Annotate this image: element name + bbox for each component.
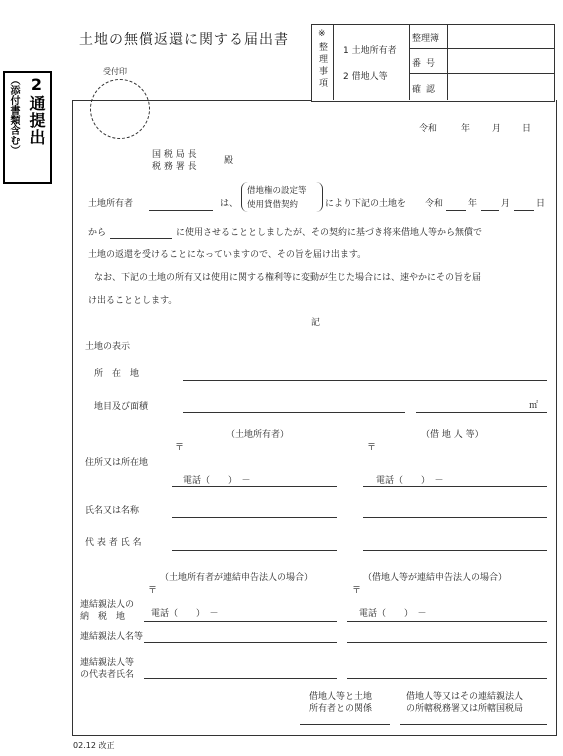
lessee-blank[interactable] [110,238,172,239]
relation-field[interactable] [300,724,390,725]
area-unit: ㎡ [529,401,539,411]
office-label1: 借地人等又はその連結親法人 [406,692,524,702]
area-field[interactable] [416,412,547,413]
consol-lessee-rep-field[interactable] [347,678,547,679]
rep-label: 代 表 者 氏 名 [85,538,142,548]
relation-label1: 借地人等と土地 [309,692,373,702]
consol-tax-label2: 納 税 地 [80,612,126,622]
consol-owner-header: （土地所有者が連結申告法人の場合） [160,573,314,583]
body-month: 月 [501,199,511,209]
body-after-bracket: により下記の土地を [325,199,407,209]
office-label-confirm: 確認 [412,85,441,95]
office-label2: の所轄税務署又は所轄国税局 [406,704,524,714]
lessee-rep-field[interactable] [363,550,547,551]
lessee-name-field[interactable] [363,517,547,518]
side-tab-small: （添付書類含む） [8,75,19,155]
consol-owner-phone: 電話（ ） － [151,609,219,619]
consol-name-label: 連結親法人名等 [80,632,144,642]
bracket-line1: 借地権の設定等 [247,186,307,196]
date-month: 月 [492,124,502,134]
area-label: 地目及び面積 [94,402,149,412]
office-field[interactable] [400,724,547,725]
consol-owner-tax-field[interactable] [144,621,337,622]
addressee-line2: 税 務 署 長 [152,162,197,172]
consol-owner-rep-field[interactable] [144,678,337,679]
side-tab-big: 2通提出 [27,75,46,146]
office-row-lessee: 2 借地人等 [343,72,388,82]
consol-lessee-phone: 電話（ ） － [359,609,427,619]
lessee-phone: 電話（ ） － [376,476,444,486]
form-title: 土地の無償返還に関する届出書 [79,32,289,48]
location-field[interactable] [183,380,547,381]
lessee-postal: 〒 [367,443,377,453]
consol-owner-postal: 〒 [148,586,158,596]
body-p3: なお、下記の土地の所有又は使用に関する権利等に変動が生じた場合には、速やかにその旨を届 [94,273,482,283]
stamp-label: 受付印 [103,67,127,76]
body-day: 日 [536,199,546,209]
office-label-register: 整理簿 [412,34,440,44]
body-era: 令和 [425,199,444,209]
name-label: 氏名又は名称 [85,506,140,516]
body-p4: け出ることとします。 [88,296,178,306]
address-label: 住所又は所在地 [85,458,149,468]
body-ha: は、 [220,199,239,209]
owner-rep-field[interactable] [172,550,337,551]
owner-address-field[interactable] [172,486,337,487]
owner-blank[interactable] [149,210,213,211]
consol-owner-name-field[interactable] [144,642,337,643]
consol-lessee-header: （借地人等が連結申告法人の場合） [363,573,508,583]
consol-lessee-tax-field[interactable] [347,621,547,622]
body-p2: 土地の返還を受けることになっていますので、その旨を届け出ます。 [88,250,367,260]
addressee-line1: 国 税 局 長 [152,150,197,160]
owner-postal: 〒 [175,443,185,453]
date-day: 日 [522,124,532,134]
consol-lessee-postal: 〒 [352,586,362,596]
owner-phone: 電話（ ） － [183,476,251,486]
category-field[interactable] [183,412,405,413]
body-kara: から [88,228,107,238]
lessee-address-field[interactable] [363,486,547,487]
office-mark: ※ [318,29,326,39]
side-tab [3,71,52,184]
date-era: 令和 [419,124,438,134]
consol-lessee-name-field[interactable] [347,642,547,643]
office-label-number: 番号 [412,59,441,69]
addressee-suffix: 殿 [224,156,234,166]
owner-column-header: （土地所有者） [226,430,290,440]
ki-heading: 記 [311,318,321,328]
date-year: 年 [461,124,471,134]
land-heading: 土地の表示 [85,342,131,352]
consol-tax-label1: 連結親法人の [80,600,135,610]
body-year: 年 [468,199,478,209]
body-owner: 土地所有者 [88,199,134,209]
bracket-line2: 使用貸借契約 [247,200,299,210]
consol-rep-label2: の代表者氏名 [80,670,135,680]
relation-label2: 所有者との関係 [309,704,373,714]
footer-revision: 02.12 改正 [73,741,115,750]
lessee-column-header: （借 地 人 等） [421,430,484,440]
owner-name-field[interactable] [172,517,337,518]
office-vertical-label: 整理事項 [317,42,327,90]
location-label: 所 在 地 [94,369,140,379]
office-row-owner: 1 土地所有者 [343,46,397,56]
body-p1: に使用させることとしましたが、その契約に基づき将来借地人等から無償で [176,228,483,238]
consol-rep-label1: 連結親法人等 [80,658,135,668]
